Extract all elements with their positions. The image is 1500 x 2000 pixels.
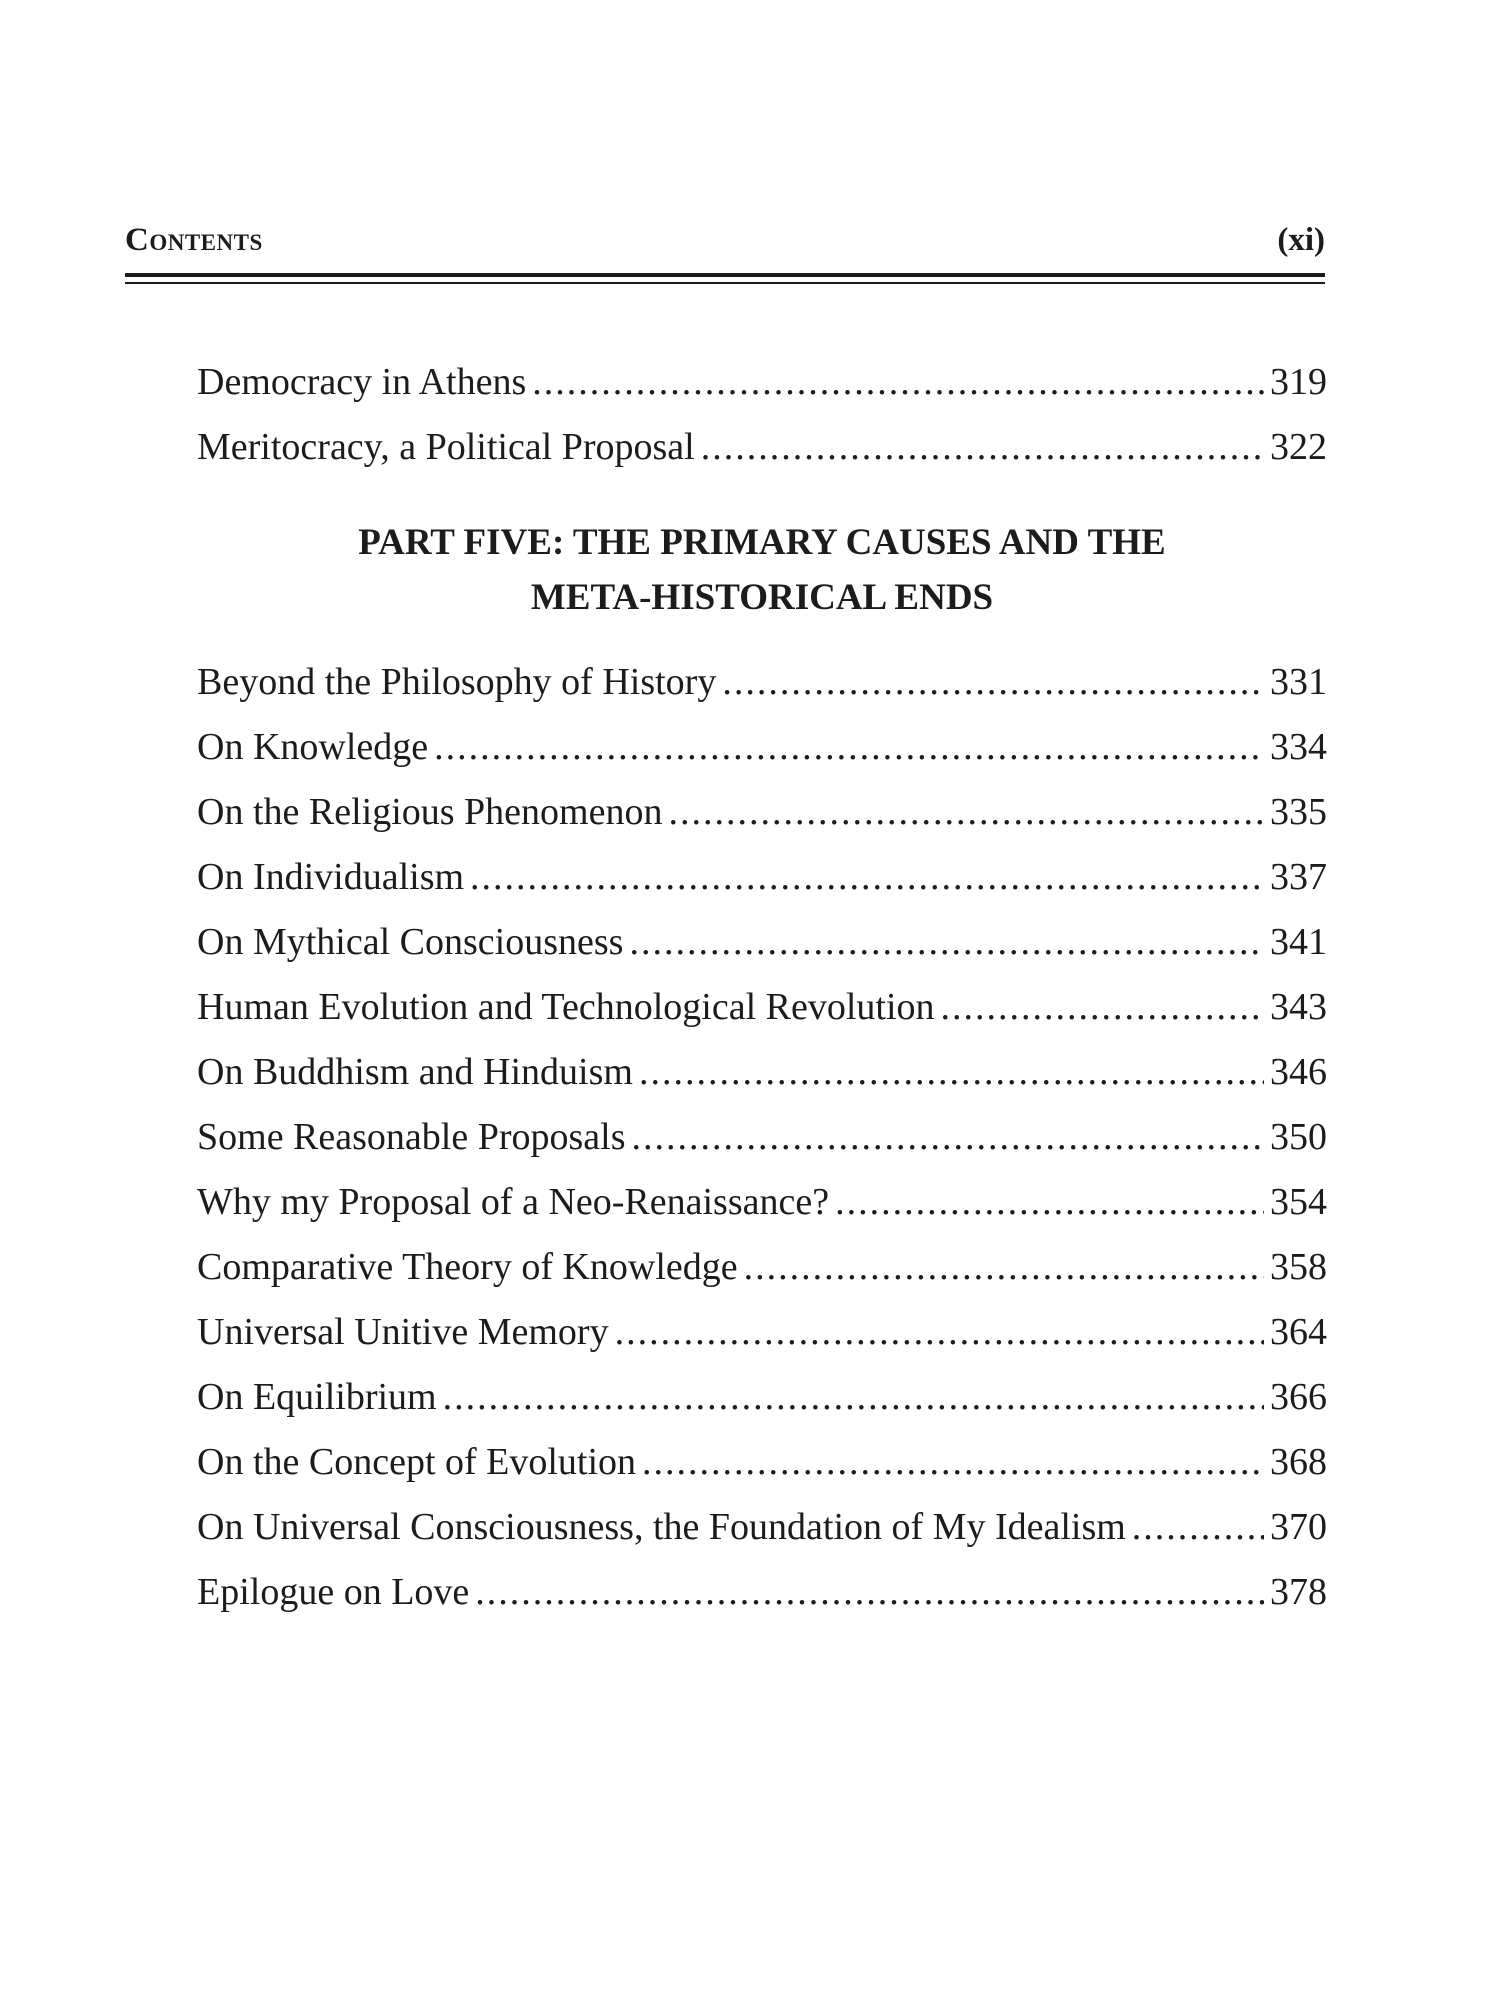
toc-entry-page: 368 bbox=[1270, 1441, 1327, 1483]
toc-entry-page: 335 bbox=[1270, 791, 1327, 833]
toc-entry-label: On Knowledge bbox=[197, 726, 429, 768]
toc-entry-page: 319 bbox=[1270, 361, 1327, 403]
dot-leader bbox=[632, 1105, 1264, 1170]
dot-leader bbox=[642, 1430, 1264, 1495]
dot-leader bbox=[532, 350, 1264, 415]
toc-entry-page: 364 bbox=[1270, 1311, 1327, 1353]
toc-entry-page: 378 bbox=[1270, 1571, 1327, 1613]
toc-entry-label: On the Religious Phenomenon bbox=[197, 791, 663, 833]
toc-entry-label: Meritocracy, a Political Proposal bbox=[197, 426, 695, 468]
toc-entry-page: 358 bbox=[1270, 1246, 1327, 1288]
running-head bbox=[125, 222, 1325, 272]
toc-entry bbox=[197, 1040, 1327, 1105]
header-rule-thin bbox=[125, 282, 1325, 284]
part-heading bbox=[197, 515, 1327, 625]
toc-entry-page: 322 bbox=[1270, 426, 1327, 468]
toc-entry-label: On Mythical Consciousness bbox=[197, 921, 624, 963]
toc-entry-label: On Buddhism and Hinduism bbox=[197, 1051, 633, 1093]
toc-entry bbox=[197, 1105, 1327, 1170]
toc-entry bbox=[197, 1235, 1327, 1300]
toc-entry-page: 350 bbox=[1270, 1116, 1327, 1158]
toc-entry bbox=[197, 415, 1327, 480]
toc-entry-page: 366 bbox=[1270, 1376, 1327, 1418]
toc-entry-label: On the Concept of Evolution bbox=[197, 1441, 637, 1483]
header-rule-thick bbox=[125, 273, 1325, 277]
toc-entry bbox=[197, 1430, 1327, 1495]
toc-entry-label: Comparative Theory of Knowledge bbox=[197, 1246, 738, 1288]
dot-leader bbox=[1132, 1495, 1264, 1560]
toc-entry-page: 354 bbox=[1270, 1181, 1327, 1223]
toc-entry-label: Epilogue on Love bbox=[197, 1571, 470, 1613]
toc-entry bbox=[197, 975, 1327, 1040]
toc-entry-label: Human Evolution and Technological Revolution bbox=[197, 986, 935, 1028]
toc-entry bbox=[197, 715, 1327, 780]
toc-entry-page: 337 bbox=[1270, 856, 1327, 898]
running-head-title: Contents bbox=[125, 222, 263, 258]
dot-leader bbox=[475, 1560, 1264, 1625]
part-heading-line-1: PART FIVE: THE PRIMARY CAUSES AND THE bbox=[358, 522, 1166, 563]
toc-entry-label: Beyond the Philosophy of History bbox=[197, 661, 717, 703]
dot-leader bbox=[941, 975, 1264, 1040]
dot-leader bbox=[701, 415, 1264, 480]
dot-leader bbox=[722, 650, 1264, 715]
dot-leader bbox=[443, 1365, 1264, 1430]
toc-entry bbox=[197, 350, 1327, 415]
toc-entry-page: 343 bbox=[1270, 986, 1327, 1028]
toc-entry-label: On Universal Consciousness, the Foundation of My Idealism bbox=[197, 1506, 1126, 1548]
toc-entry-label: On Individualism bbox=[197, 856, 465, 898]
dot-leader bbox=[835, 1170, 1264, 1235]
toc-entry bbox=[197, 780, 1327, 845]
toc-list-part-five bbox=[197, 650, 1327, 1625]
toc-entry bbox=[197, 1300, 1327, 1365]
toc-list-preceding bbox=[197, 350, 1327, 480]
dot-leader bbox=[629, 910, 1264, 975]
toc-entry-label: Why my Proposal of a Neo-Renaissance? bbox=[197, 1181, 830, 1223]
dot-leader bbox=[434, 715, 1264, 780]
dot-leader bbox=[744, 1235, 1264, 1300]
toc-entry bbox=[197, 845, 1327, 910]
toc-entry-label: Democracy in Athens bbox=[197, 361, 527, 403]
page-folio: (xi) bbox=[1277, 222, 1325, 258]
toc-entry-label: Some Reasonable Proposals bbox=[197, 1116, 626, 1158]
toc-entry-label: Universal Unitive Memory bbox=[197, 1311, 609, 1353]
toc-entry-page: 334 bbox=[1270, 726, 1327, 768]
toc-entry bbox=[197, 650, 1327, 715]
toc-entry bbox=[197, 1495, 1327, 1560]
toc-entry-page: 341 bbox=[1270, 921, 1327, 963]
dot-leader bbox=[639, 1040, 1264, 1105]
toc-entry-page: 370 bbox=[1270, 1506, 1327, 1548]
toc-entry bbox=[197, 910, 1327, 975]
dot-leader bbox=[615, 1300, 1264, 1365]
dot-leader bbox=[668, 780, 1264, 845]
toc-entry bbox=[197, 1365, 1327, 1430]
toc-entry bbox=[197, 1170, 1327, 1235]
toc-entry-page: 346 bbox=[1270, 1051, 1327, 1093]
part-heading-line-2: META-HISTORICAL ENDS bbox=[530, 577, 994, 618]
dot-leader bbox=[470, 845, 1264, 910]
toc-entry-page: 331 bbox=[1270, 661, 1327, 703]
toc-entry bbox=[197, 1560, 1327, 1625]
toc-entry-label: On Equilibrium bbox=[197, 1376, 437, 1418]
